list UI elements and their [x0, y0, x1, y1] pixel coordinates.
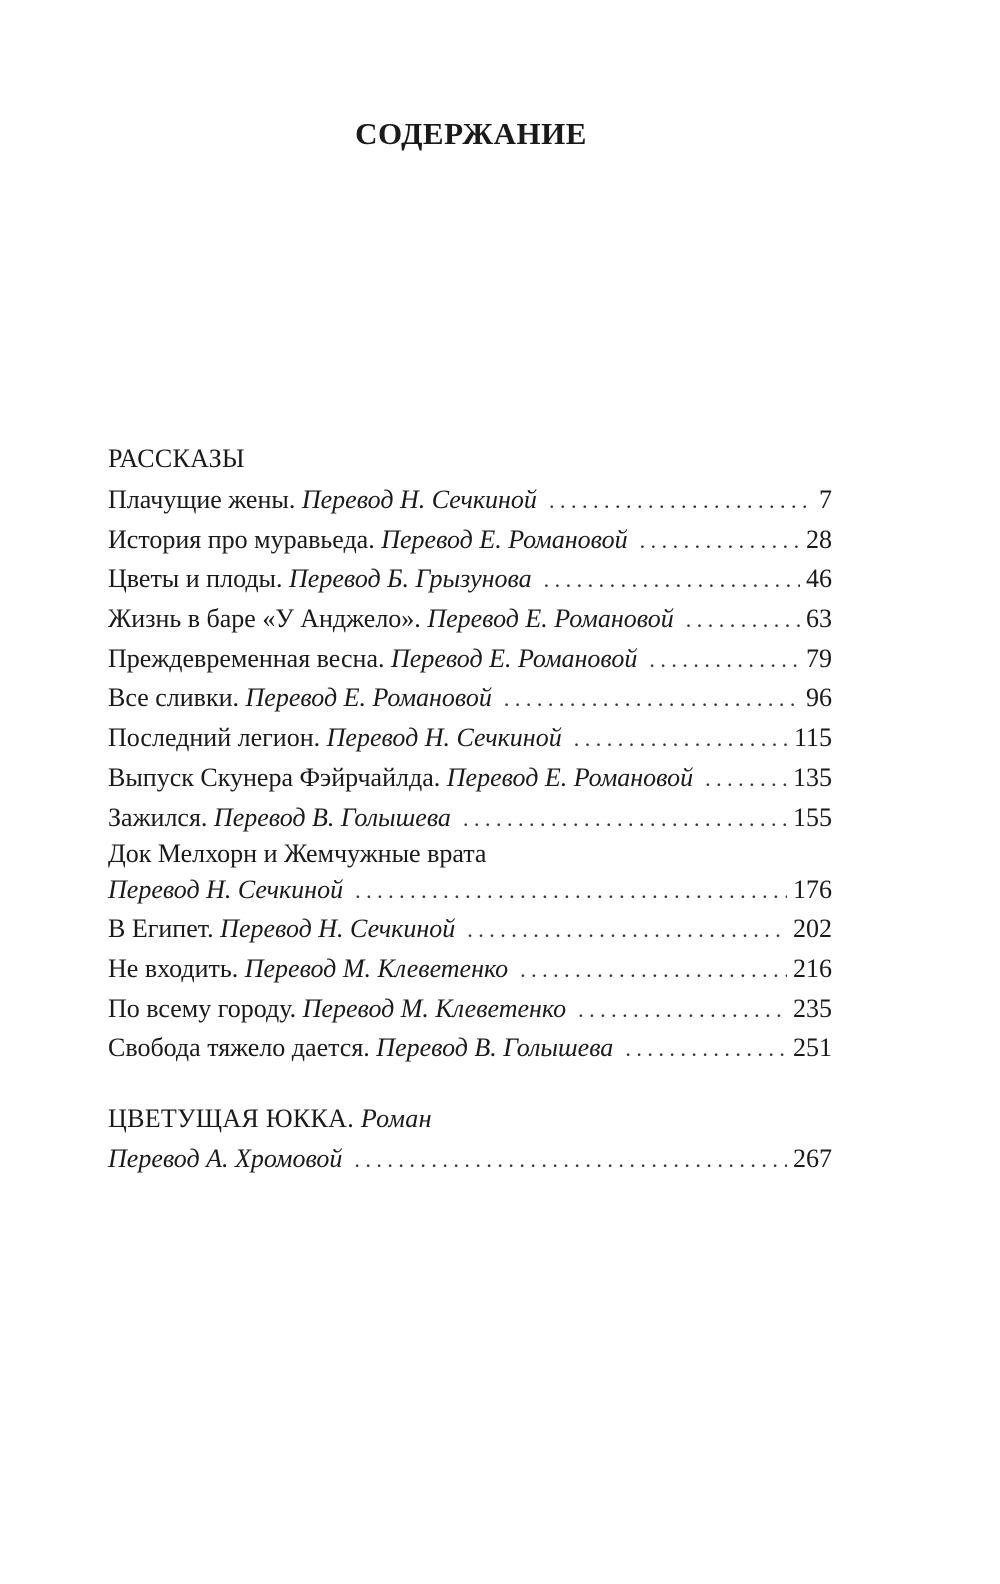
entry-title: Плачущие жены. [108, 485, 302, 514]
dot-leader [574, 719, 788, 759]
entry-title: По всему городу. [108, 993, 303, 1023]
entry-title: В Египет. [108, 914, 221, 944]
dot-leader [549, 481, 813, 521]
entry-translator: Перевод Е. Романовой [427, 604, 674, 634]
entry-page-number: 267 [793, 1143, 832, 1173]
entry-page-number: 28 [806, 524, 832, 554]
dot-leader [640, 521, 800, 561]
novel-kind: Роман [360, 1103, 432, 1133]
entry-page-number: 46 [806, 564, 832, 594]
entry-translator: Перевод Н. Сечкиной [301, 485, 537, 514]
toc-entry-title-line [108, 837, 832, 871]
entry-page-number: 63 [806, 604, 832, 634]
entry-page-number: 251 [793, 1033, 832, 1063]
dot-leader [354, 1141, 787, 1179]
toc-entry [108, 758, 832, 798]
entry-page-number: 7 [819, 485, 832, 514]
entry-title: Жизнь в баре «У Анджело». [108, 604, 428, 634]
dot-leader [520, 950, 787, 990]
toc-entry [108, 798, 832, 838]
entry-title: Выпуск Скунера Фэйрчайлда. [108, 762, 447, 792]
section-spacer [108, 1068, 832, 1098]
entry-translator: Перевод Н. Сечкиной [108, 875, 344, 905]
entry-title: История про муравьеда. [108, 524, 382, 554]
toc-entry [108, 520, 832, 560]
dot-leader [705, 759, 787, 799]
entry-page-number: 176 [793, 875, 832, 905]
entry-page-number: 79 [806, 643, 832, 673]
entry-translator: Перевод Е. Романовой [381, 524, 628, 554]
toc-entry [108, 718, 832, 758]
toc-entry [108, 480, 832, 520]
entry-title: Все сливки. [108, 683, 246, 713]
entry-title: Док Мелхорн и Жемчужные врата [108, 839, 487, 869]
entry-translator: Перевод М. Клеветенко [244, 953, 509, 983]
entry-translator: Перевод Н. Сечкиной [220, 914, 456, 944]
toc-entry-novel [108, 1140, 832, 1178]
toc-entry-continuation [108, 871, 832, 909]
entry-translator: Перевод В. Голышева [213, 802, 451, 832]
dot-leader [463, 799, 787, 839]
entry-translator: Перевод Е. Романовой [245, 683, 492, 713]
dot-leader [686, 600, 800, 640]
dot-leader [578, 990, 787, 1030]
entry-translator: Перевод Е. Романовой [446, 762, 694, 792]
entry-translator: Перевод Н. Сечкиной [326, 723, 562, 753]
entry-translator: Перевод Б. Грызунова [289, 564, 532, 594]
entry-title: Зажился. [108, 802, 214, 832]
section-heading-stories: РАССКАЗЫ [108, 444, 245, 473]
entry-title: Цветы и плоды. [108, 564, 290, 594]
entry-translator: Перевод М. Клеветенко [302, 993, 567, 1023]
toc-entry [108, 559, 832, 599]
novel-title: ЦВЕТУЩАЯ ЮККА. [108, 1103, 361, 1133]
entry-page-number: 135 [793, 762, 832, 792]
entry-title: Свобода тяжело дается. [108, 1033, 377, 1063]
entry-title: Последний легион. [108, 723, 327, 753]
page-title: СОДЕРЖАНИЕ [355, 116, 587, 151]
entry-title: Преждевременная весна. [108, 643, 391, 673]
dot-leader [355, 872, 787, 910]
table-of-contents [108, 438, 832, 1178]
toc-entry [108, 989, 832, 1029]
entry-translator: Перевод А. Хромовой [108, 1143, 343, 1173]
toc-entry [108, 639, 832, 679]
entry-title: Не входить. [108, 953, 245, 983]
toc-entry [108, 909, 832, 949]
toc-entry [108, 599, 832, 639]
entry-page-number: 202 [793, 914, 832, 944]
entry-translator: Перевод Е. Романовой [391, 643, 638, 673]
toc-entry [108, 949, 832, 989]
toc-entry [108, 678, 832, 718]
entry-page-number: 235 [793, 993, 832, 1023]
section-heading-novel [108, 1098, 832, 1140]
entry-translator: Перевод В. Голышева [376, 1033, 614, 1063]
dot-leader [504, 679, 800, 719]
dot-leader [544, 560, 800, 600]
dot-leader [649, 640, 800, 680]
entry-page-number: 96 [806, 683, 832, 713]
dot-leader [625, 1029, 787, 1069]
toc-entry [108, 1028, 832, 1068]
dot-leader [467, 910, 787, 950]
entry-page-number: 155 [793, 802, 832, 832]
entry-page-number: 115 [793, 723, 832, 753]
entry-page-number: 216 [793, 953, 832, 983]
